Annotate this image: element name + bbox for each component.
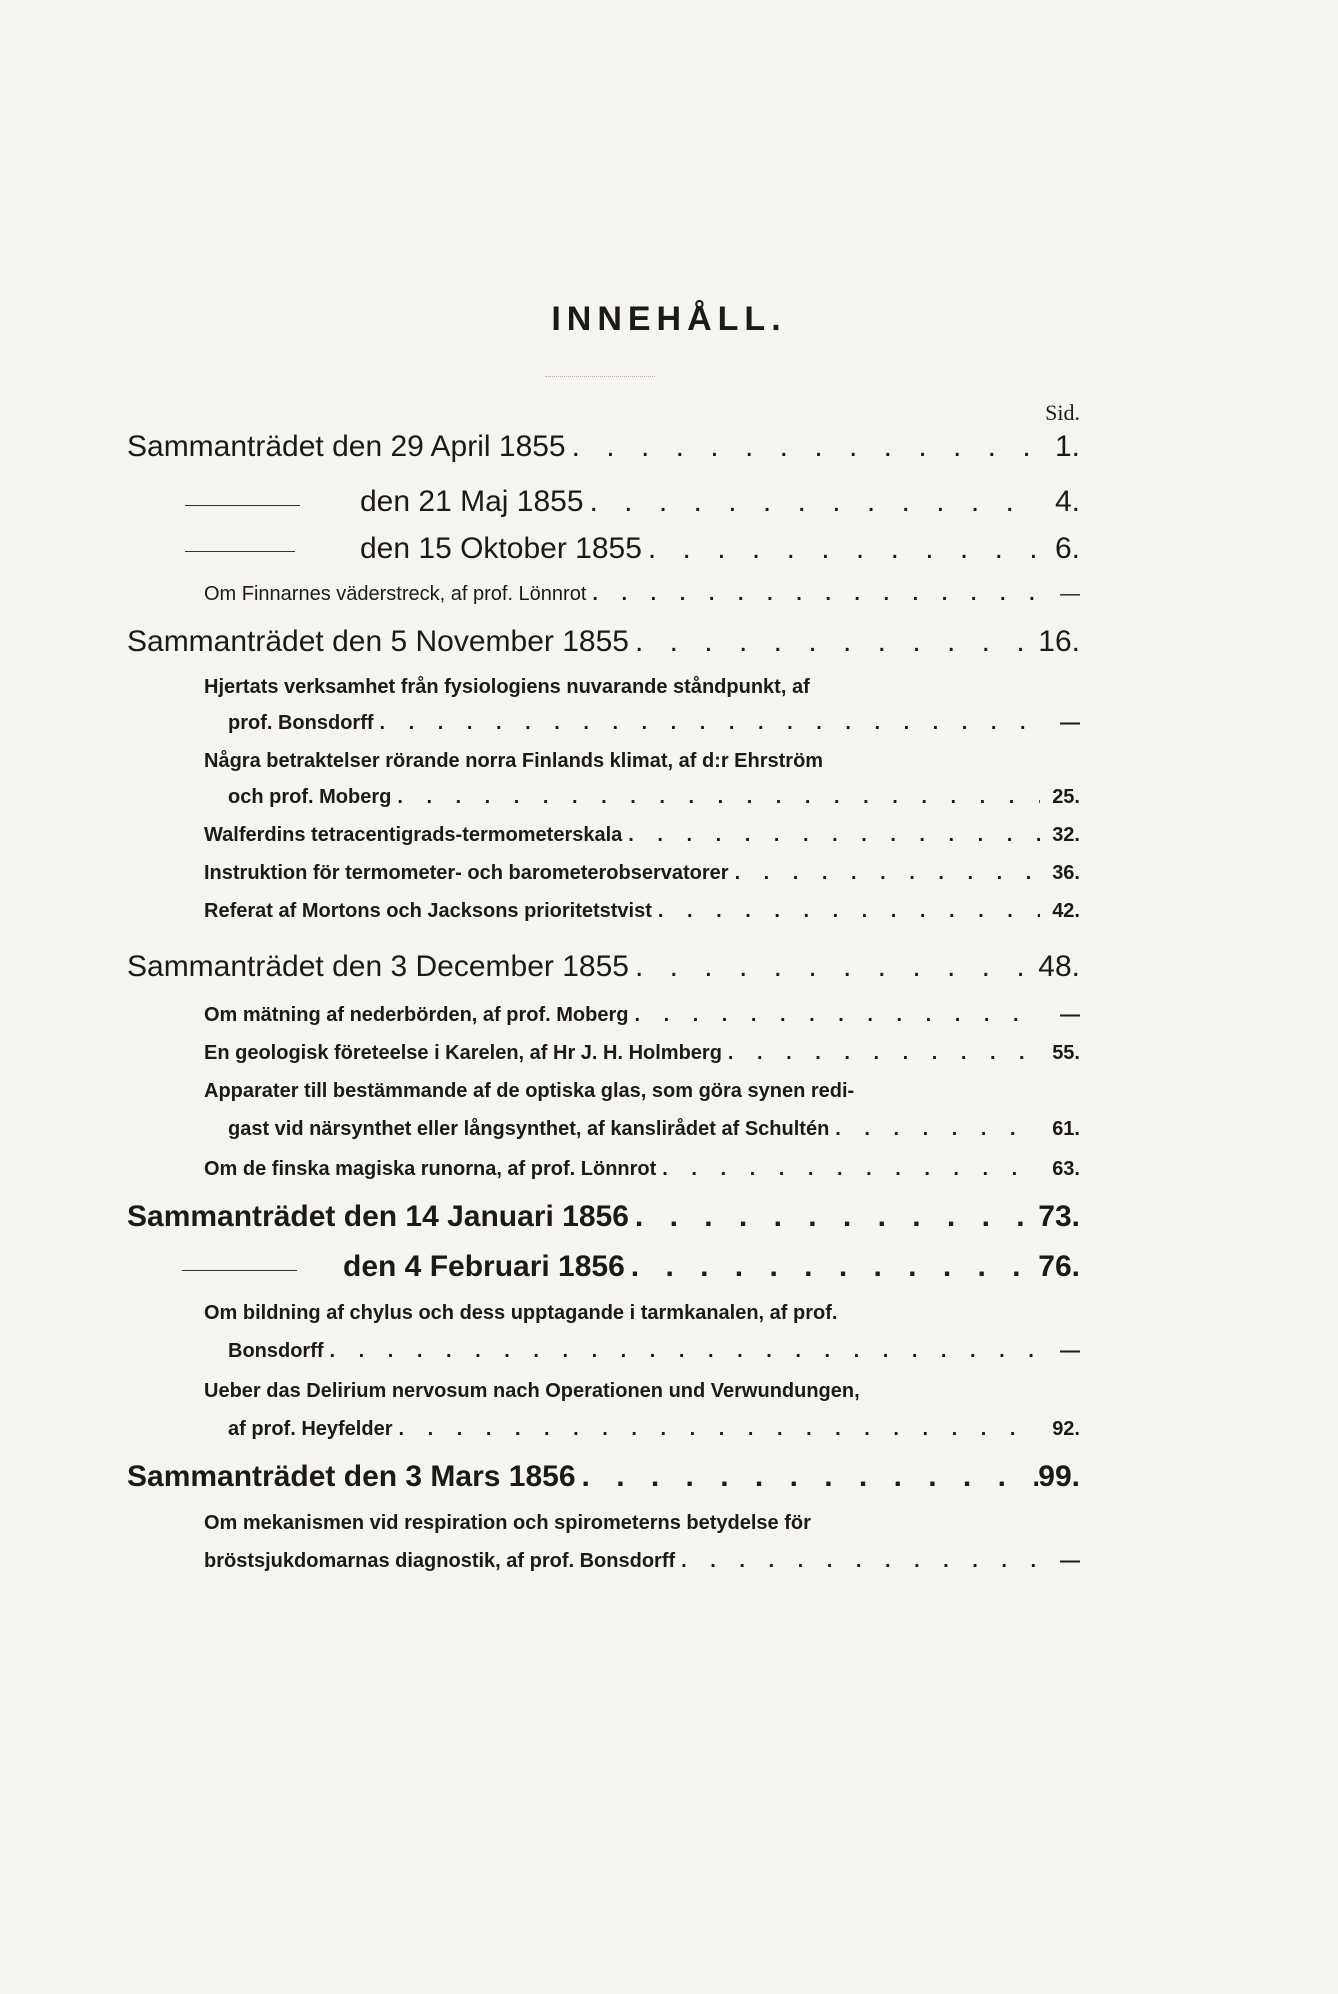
toc-entry: bröstsjukdomarnas diagnostik, af prof. Bonsdorff . . . — [204,1550,1080,1573]
toc-entry: Sammanträdet den 29 April 1855 . . . 1. [127,430,1080,464]
toc-entry: af prof. Heyfelder . . . 92. [228,1418,1080,1441]
toc-entry-line1: Ueber das Delirium nervosum nach Operationen und Verwundungen, [204,1380,860,1402]
toc-entry-line1: Några betraktelser rörande norra Finlands klimat, af d:r Ehrström [204,750,824,772]
toc-entry: Bonsdorff . . . — [228,1340,1080,1363]
ditto-dash [182,1270,297,1271]
title-divider [545,376,655,377]
toc-entry: Sammanträdet den 5 November 1855 . . . 16. [127,625,1080,659]
toc-entry: En geologisk företeelse i Karelen, af Hr J. H. Holmberg . . . 55. [204,1042,1080,1065]
page-title: INNEHÅLL. [551,300,787,338]
toc-entry: gast vid närsynthet eller långsynthet, af kanslirådet af Schultén . . . 61. [228,1118,1080,1141]
toc-entry: Walferdins tetracentigrads-termometerskala . . . 32. [204,824,1080,847]
toc-entry: Om de finska magiska runorna, af prof. Lönnrot . . . 63. [204,1158,1080,1181]
page-column-label: Sid. [1045,400,1080,425]
toc-entry: prof. Bonsdorff . . . — [228,712,1080,735]
toc-entry-line1: Apparater till bestämmande af de optiska glas, som göra synen redi- [204,1080,855,1102]
ditto-dash [185,505,300,506]
toc-entry: Sammanträdet den 3 December 1855 . . . 48. [127,950,1080,984]
toc-entry-line1: Om bildning af chylus och dess upptagande i tarmkanalen, af prof. [204,1302,838,1324]
toc-entry: Om mätning af nederbörden, af prof. Moberg . . . — [204,1004,1080,1027]
toc-entry: den 4 Februari 1856 . . . 76. [343,1250,1080,1284]
toc-entry: den 21 Maj 1855 . . . 4. [360,485,1080,519]
toc-entry: den 15 Oktober 1855 . . . 6. [360,532,1080,566]
ditto-dash [185,551,295,552]
toc-entry-line1: Hjertats verksamhet från fysiologiens nuvarande ståndpunkt, af [204,676,810,698]
toc-entry: Sammanträdet den 14 Januari 1856 . . . 73. [127,1200,1080,1234]
toc-entry-line1: Om mekanismen vid respiration och spirometerns betydelse för [204,1512,811,1534]
toc-entry: Instruktion för termometer- och barometerobservatorer . . . 36. [204,862,1080,885]
toc-entry: och prof. Moberg . . . 25. [228,786,1080,809]
toc-entry: Sammanträdet den 3 Mars 1856 . . . 99. [127,1460,1080,1494]
toc-entry: Om Finnarnes väderstreck, af prof. Lönnrot . . . — [204,583,1080,606]
toc-entry: Referat af Mortons och Jacksons prioritetstvist . . . 42. [204,900,1080,923]
